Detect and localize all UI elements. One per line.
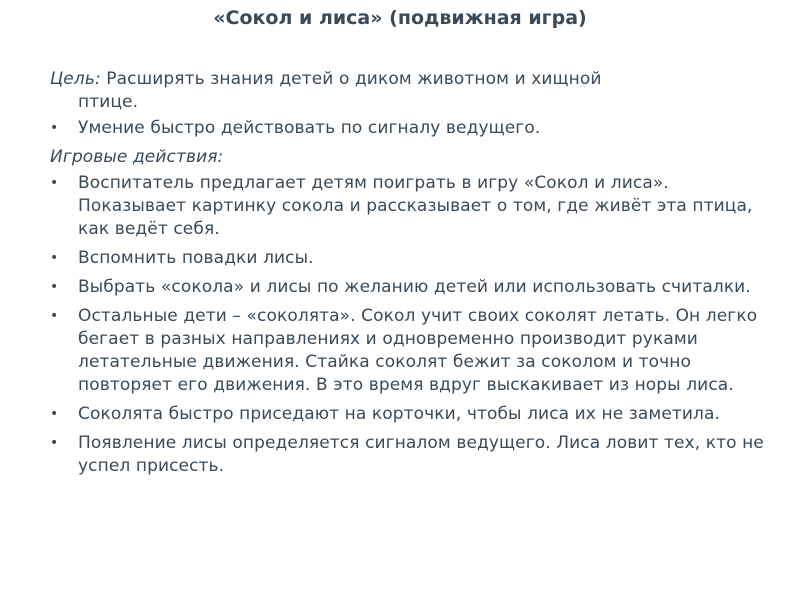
goal-label: Цель: xyxy=(50,69,101,89)
list-item xyxy=(50,276,770,299)
list-item xyxy=(50,305,770,397)
action-bullet-text: Появление лисы определяется сигналом ведущего. Лиса ловит тех, кто не успел присесть. xyxy=(78,433,764,476)
actions-heading: Игровые действия: xyxy=(50,147,224,167)
bullet-icon: • xyxy=(50,406,59,422)
list-item xyxy=(50,403,770,426)
bullet-icon: • xyxy=(50,435,59,451)
bullet-icon: • xyxy=(50,250,59,266)
page-title: «Сокол и лиса» (подвижная игра) xyxy=(213,7,587,29)
action-bullet-text: Вспомнить повадки лисы. xyxy=(78,248,314,268)
bullet-icon: • xyxy=(50,308,59,324)
goal-paragraph xyxy=(50,68,770,114)
slide-content xyxy=(50,68,770,484)
goal-bullet-text: Умение быстро действовать по сигналу ведущего. xyxy=(78,118,541,138)
list-item xyxy=(50,432,770,478)
list-item xyxy=(50,117,770,140)
bullet-icon: • xyxy=(50,120,59,136)
goal-text-line1: Расширять знания детей о диком животном и хищной xyxy=(100,69,602,89)
list-item xyxy=(50,247,770,270)
action-bullet-text: Воспитатель предлагает детям поиграть в игру «Сокол и лиса». Показывает картинку сокола и рассказывает о том, где живёт эта птица, как ведёт себя. xyxy=(78,173,753,239)
list-item xyxy=(50,172,770,241)
goal-text-line2: птице. xyxy=(78,92,139,112)
action-bullet-text: Соколята быстро приседают на корточки, чтобы лиса их не заметила. xyxy=(78,404,721,424)
action-bullet-text: Остальные дети – «соколята». Сокол учит своих соколят летать. Он легко бегает в разных направлениях и одновременно производит руками летательные движения. Стайка соколят бежит за соколом и точно повторяет его движения. В это время вдруг выскакивает из норы лиса. xyxy=(78,306,758,395)
bullet-icon: • xyxy=(50,279,59,295)
action-bullet-text: Выбрать «сокола» и лисы по желанию детей или использовать считалки. xyxy=(78,277,751,297)
bullet-icon: • xyxy=(50,175,59,191)
